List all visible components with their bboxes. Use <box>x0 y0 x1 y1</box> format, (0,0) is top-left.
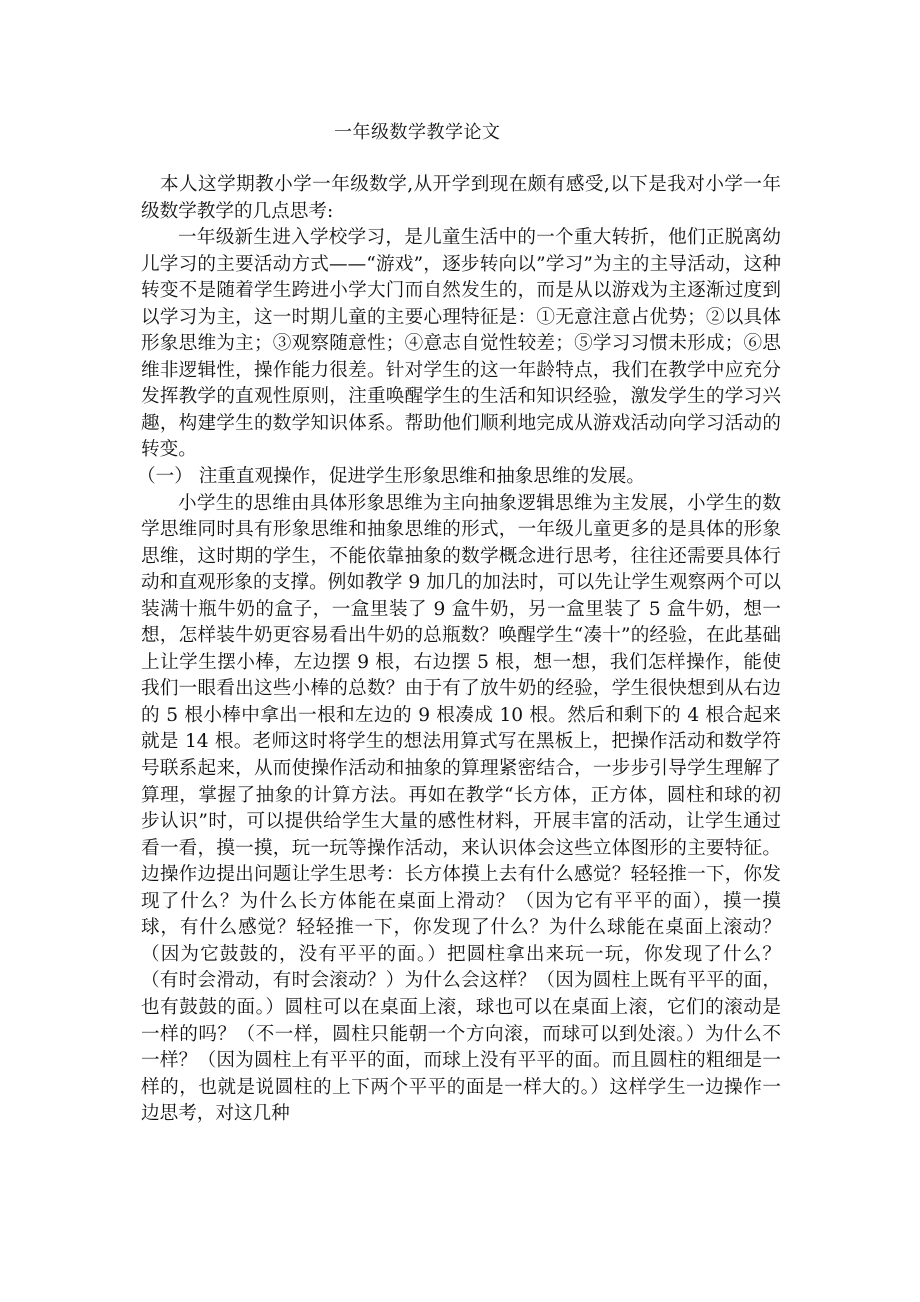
intro-paragraph: 本人这学期教小学一年级数学,从开学到现在颇有感受,以下是我对小学一年级数学教学的几点思考: <box>141 174 781 222</box>
section-heading-1: （一） 注重直观操作，促进学生形象思维和抽象思维的发展。 <box>137 466 645 488</box>
paragraph-intuitive-operation: 小学生的思维由具体形象思维为主向抽象逻辑思维为主发展，小学生的数学思维同时具有形象思维和抽象思维的形式，一年级儿童更多的是具体的形象思维，这时期的学生，不能依靠抽象的数学概念进行思考，往往还需要具体行动和直观形象的支撑。例如教学 9 加几的加法时，可以先让学生观察两个可以装满十瓶牛奶的盒子，一盒里装了 9 盒牛奶，另一盒里装了 5 盒牛奶，想一想，怎样装牛奶更容易看出牛奶的总瓶数？唤醒学生“凑十”的经验，在此基础上让学生摆小棒，左边摆 9 根，右边摆 5 根，想一想，我们怎样操作，能使我们一眼看出这些小棒的总数？由于有了放牛奶的经验，学生很快想到从右边的 5 根小棒中拿出一根和左边的 9 根凑成 10 根。然后和剩下的 4 根合起来就是 14 根。老师这时将学生的想法用算式写在黑板上，把操作活动和数学符号联系起来，从而使操作活动和抽象的算理紧密结合，一步步引导学生理解了算理，掌握了抽象的计算方法。再如在教学“长方体，正方体，圆柱和球的初步认识”时，可以提供给学生大量的感性材料，开展丰富的活动，让学生通过看一看，摸一摸，玩一玩等操作活动，来认识体会这些立体图形的主要特征。边操作边提出问题让学生思考：长方体摸上去有什么感觉？轻轻推一下，你发现了什么？为什么长方体能在桌面上滑动？（因为它有平平的面），摸一摸球，有什么感觉？轻轻推一下，你发现了什么？为什么球能在桌面上滚动？（因为它鼓鼓的，没有平平的面。）把圆柱拿出来玩一玩，你发现了什么？（有时会滑动，有时会滚动？）为什么会这样？（因为圆柱上既有平平的面，也有鼓鼓的面。）圆柱可以在桌面上滚，球也可以在桌面上滚，它们的滚动是一样的吗？（不一样，圆柱只能朝一个方向滚，而球可以到处滚。）为什么不一样？（因为圆柱上有平平的面，而球上没有平平的面。而且圆柱的粗细是一样的，也就是说圆柱的上下两个平平的面是一样大的。）这样学生一边操作一边思考，对这几种 <box>141 492 781 1125</box>
paragraph-characteristics: 一年级新生进入学校学习，是儿童生活中的一个重大转折，他们正脱离幼儿学习的主要活动方式——“游戏”，逐步转向以”学习”为主的主导活动，这种转变不是随着学生跨进小学大门而自然发生的，而是从以游戏为主逐渐过度到以学习为主，这一时期儿童的主要心理特征是：①无意注意占优势；②以具体形象思维为主；③观察随意性；④意志自觉性较差；⑤学习习惯未形成；⑥思维非逻辑性，操作能力很差。针对学生的这一年龄特点，我们在教学中应充分发挥教学的直观性原则，注重唤醒学生的生活和知识经验，激发学生的学习兴趣，构建学生的数学知识体系。帮助他们顺利地完成从游戏活动向学习活动的转变。 <box>141 227 781 461</box>
document-title: 一年级数学教学论文 <box>334 122 501 143</box>
document-body <box>137 172 781 1128</box>
